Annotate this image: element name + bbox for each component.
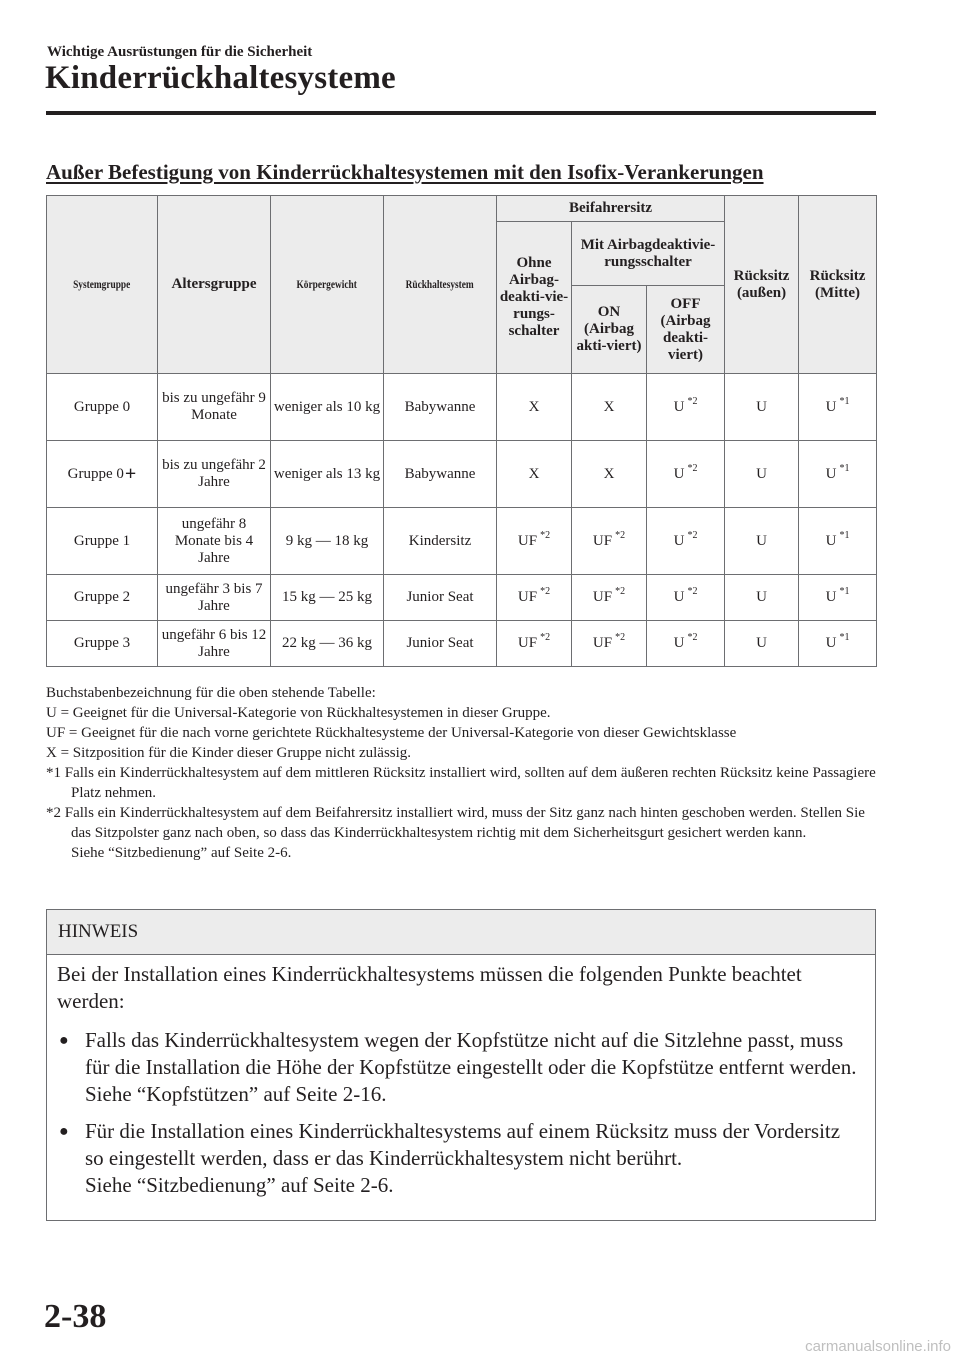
cell-aussen: U <box>725 621 799 667</box>
legend-uf: UF = Geeignet für die nach vorne gerichtete Rückhaltesysteme der Universal-Kategorie von dieser Gewichtsklasse <box>46 725 737 741</box>
page-number: 2-38 <box>44 1298 107 1335</box>
cell-alter: ungefähr 6 bis 12 Jahre <box>158 621 271 667</box>
cell-aussen: U <box>725 441 799 508</box>
cell-gewicht: 9 kg ― 18 kg <box>271 508 384 575</box>
header-altersgruppe: Altersgruppe <box>158 196 271 374</box>
header-koerpergewicht: Körpergewicht <box>271 196 384 374</box>
watermark: carmanualsonline.info <box>805 1338 951 1355</box>
header-mit-schalter: Mit Airbagdeaktivie-rungsschalter <box>572 222 725 286</box>
section-heading: Außer Befestigung von Kinderrückhaltesystemen mit den Isofix-Verankerungen <box>46 160 764 184</box>
footnote-marker: *2 <box>687 632 698 643</box>
cell-mitte: U $^{*1}$ <box>799 441 877 508</box>
header-systemgruppe: Systemgruppe <box>47 196 158 374</box>
footnote-marker: *2 <box>687 586 698 597</box>
list-item <box>57 1118 863 1199</box>
legend-x: X = Sitzposition für die Kinder dieser Gruppe nicht zulässig. <box>46 745 412 761</box>
cell-gruppe: Gruppe 2 <box>47 575 158 621</box>
cell-system: Junior Seat <box>384 575 497 621</box>
cell-gruppe: Gruppe 1 <box>47 508 158 575</box>
table-row <box>47 441 877 508</box>
cell-ohne: UF $^{*2}$ <box>497 575 572 621</box>
cell-mitte: U $^{*1}$ <box>799 575 877 621</box>
note-box <box>46 909 876 1221</box>
footnote-marker: *2 <box>540 632 551 643</box>
cell-ohne: UF $^{*2}$ <box>497 508 572 575</box>
cell-alter: bis zu ungefähr 2 Jahre <box>158 441 271 508</box>
footnote-1: *1 Falls ein Kinderrückhaltesystem auf dem mittleren Rücksitz installiert wird, sollten auf dem äußeren rechten Rücksitz keine Passagiere Platz nehmen. <box>46 765 876 801</box>
footnote-marker: *2 <box>687 462 698 474</box>
footnote-marker: *1 <box>839 529 850 541</box>
footnote-marker: *2 <box>615 586 626 597</box>
cell-aussen: U <box>725 575 799 621</box>
cell-alter: ungefähr 8 Monate bis 4 Jahre <box>158 508 271 575</box>
footnote-marker: *1 <box>839 462 850 474</box>
cell-on: UF $^{*2}$ <box>572 621 647 667</box>
bullet-icon: ● <box>59 1123 69 1140</box>
cell-ohne: X <box>497 374 572 441</box>
cell-mitte: U $^{*1}$ <box>799 621 877 667</box>
child-seat-table <box>46 195 877 667</box>
breadcrumb: Wichtige Ausrüstungen für die Sicherheit <box>47 44 313 60</box>
footnote-2: *2 Falls ein Kinderrückhaltesystem auf dem Beifahrersitz installiert wird, muss der Sitz ganz nach hinten geschoben werden. Stellen Sie das Sitzpolster ganz nach oben, so dass das Kinderrückhaltesystem richtig mit dem Sicherheitsgurt gesichert werden kann. <box>46 805 865 841</box>
cell-aussen: U <box>725 508 799 575</box>
footnote-marker: *2 <box>615 529 626 541</box>
footnote-2-reference: Siehe “Sitzbedienung” auf Seite 2-6. <box>71 845 292 861</box>
header-airbag-off: OFF (Airbag deakti-viert) <box>647 286 725 374</box>
cell-alter: bis zu ungefähr 9 Monate <box>158 374 271 441</box>
page-title: Kinderrückhaltesysteme <box>45 60 396 96</box>
note-title: HINWEIS <box>47 910 875 955</box>
cell-on: X <box>572 441 647 508</box>
cell-gruppe: Gruppe 0 <box>47 374 158 441</box>
legend-intro: Buchstabenbezeichnung für die oben stehende Tabelle: <box>46 685 376 701</box>
header-ruecksitz-aussen: Rücksitz (außen) <box>725 196 799 374</box>
cell-gruppe: Gruppe 0+ <box>47 441 158 508</box>
header-ruecksitz-mitte: Rücksitz (Mitte) <box>799 196 877 374</box>
cell-system: Babywanne <box>384 374 497 441</box>
cell-ohne: X <box>497 441 572 508</box>
footnote-marker: *2 <box>687 395 698 407</box>
footnote-marker: *2 <box>540 586 551 597</box>
footnote-marker: *1 <box>839 586 850 597</box>
note-intro: Bei der Installation eines Kinderrückhaltesystems müssen die folgenden Punkte beachtet werden: <box>57 962 802 1013</box>
cell-system: Junior Seat <box>384 621 497 667</box>
cell-gewicht: weniger als 13 kg <box>271 441 384 508</box>
bullet-icon: ● <box>59 1032 69 1049</box>
note-bullet-reference: Siehe “Sitzbedienung” auf Seite 2-6. <box>85 1173 394 1197</box>
cell-aussen: U <box>725 374 799 441</box>
note-bullet-reference: Siehe “Kopfstützen” auf Seite 2-16. <box>85 1082 387 1106</box>
cell-ohne: UF $^{*2}$ <box>497 621 572 667</box>
cell-off: U $^{*2}$ <box>647 441 725 508</box>
list-item <box>57 1027 863 1108</box>
header-ohne-schalter: Ohne Airbag-deakti-vie-rungs-schalter <box>497 222 572 374</box>
footnote-marker: *2 <box>540 529 551 541</box>
note-bullet-text: Falls das Kinderrückhaltesystem wegen der Kopfstütze nicht auf die Sitzlehne passt, muss für die Installation die Höhe der Kopfstütze eingestellt oder die Kopfstütze entfernt werden. <box>85 1028 857 1079</box>
footnote-marker: *2 <box>615 632 626 643</box>
cell-system: Babywanne <box>384 441 497 508</box>
table-legend <box>46 683 886 863</box>
cell-off: U $^{*2}$ <box>647 621 725 667</box>
cell-gewicht: 15 kg ― 25 kg <box>271 575 384 621</box>
cell-gruppe: Gruppe 3 <box>47 621 158 667</box>
table-row <box>47 575 877 621</box>
plus-icon: + <box>124 462 137 485</box>
footnote-marker: *1 <box>839 632 850 643</box>
cell-mitte: U $^{*1}$ <box>799 508 877 575</box>
note-body <box>47 955 875 1199</box>
footnote-marker: *2 <box>687 529 698 541</box>
title-divider <box>46 111 876 115</box>
note-bullet-text: Für die Installation eines Kinderrückhaltesystems auf einem Rücksitz muss der Vordersitz so eingestellt werden, dass er das Kinderrückhaltesystem nicht berührt. <box>85 1119 841 1170</box>
cell-system: Kindersitz <box>384 508 497 575</box>
header-beifahrersitz: Beifahrersitz <box>497 196 725 222</box>
cell-on: UF $^{*2}$ <box>572 575 647 621</box>
cell-mitte: U $^{*1}$ <box>799 374 877 441</box>
footnote-marker: *1 <box>839 395 850 407</box>
cell-off: U $^{*2}$ <box>647 508 725 575</box>
cell-on: X <box>572 374 647 441</box>
cell-gewicht: weniger als 10 kg <box>271 374 384 441</box>
legend-u: U = Geeignet für die Universal-Kategorie von Rückhaltesystemen in dieser Gruppe. <box>46 705 551 721</box>
table-row <box>47 508 877 575</box>
cell-off: U $^{*2}$ <box>647 575 725 621</box>
table-row <box>47 374 877 441</box>
header-airbag-on: ON (Airbag akti-viert) <box>572 286 647 374</box>
cell-alter: ungefähr 3 bis 7 Jahre <box>158 575 271 621</box>
cell-on: UF $^{*2}$ <box>572 508 647 575</box>
cell-gewicht: 22 kg ― 36 kg <box>271 621 384 667</box>
cell-off: U $^{*2}$ <box>647 374 725 441</box>
table-row <box>47 621 877 667</box>
header-rueckhaltesystem: Rückhaltesystem <box>384 196 497 374</box>
